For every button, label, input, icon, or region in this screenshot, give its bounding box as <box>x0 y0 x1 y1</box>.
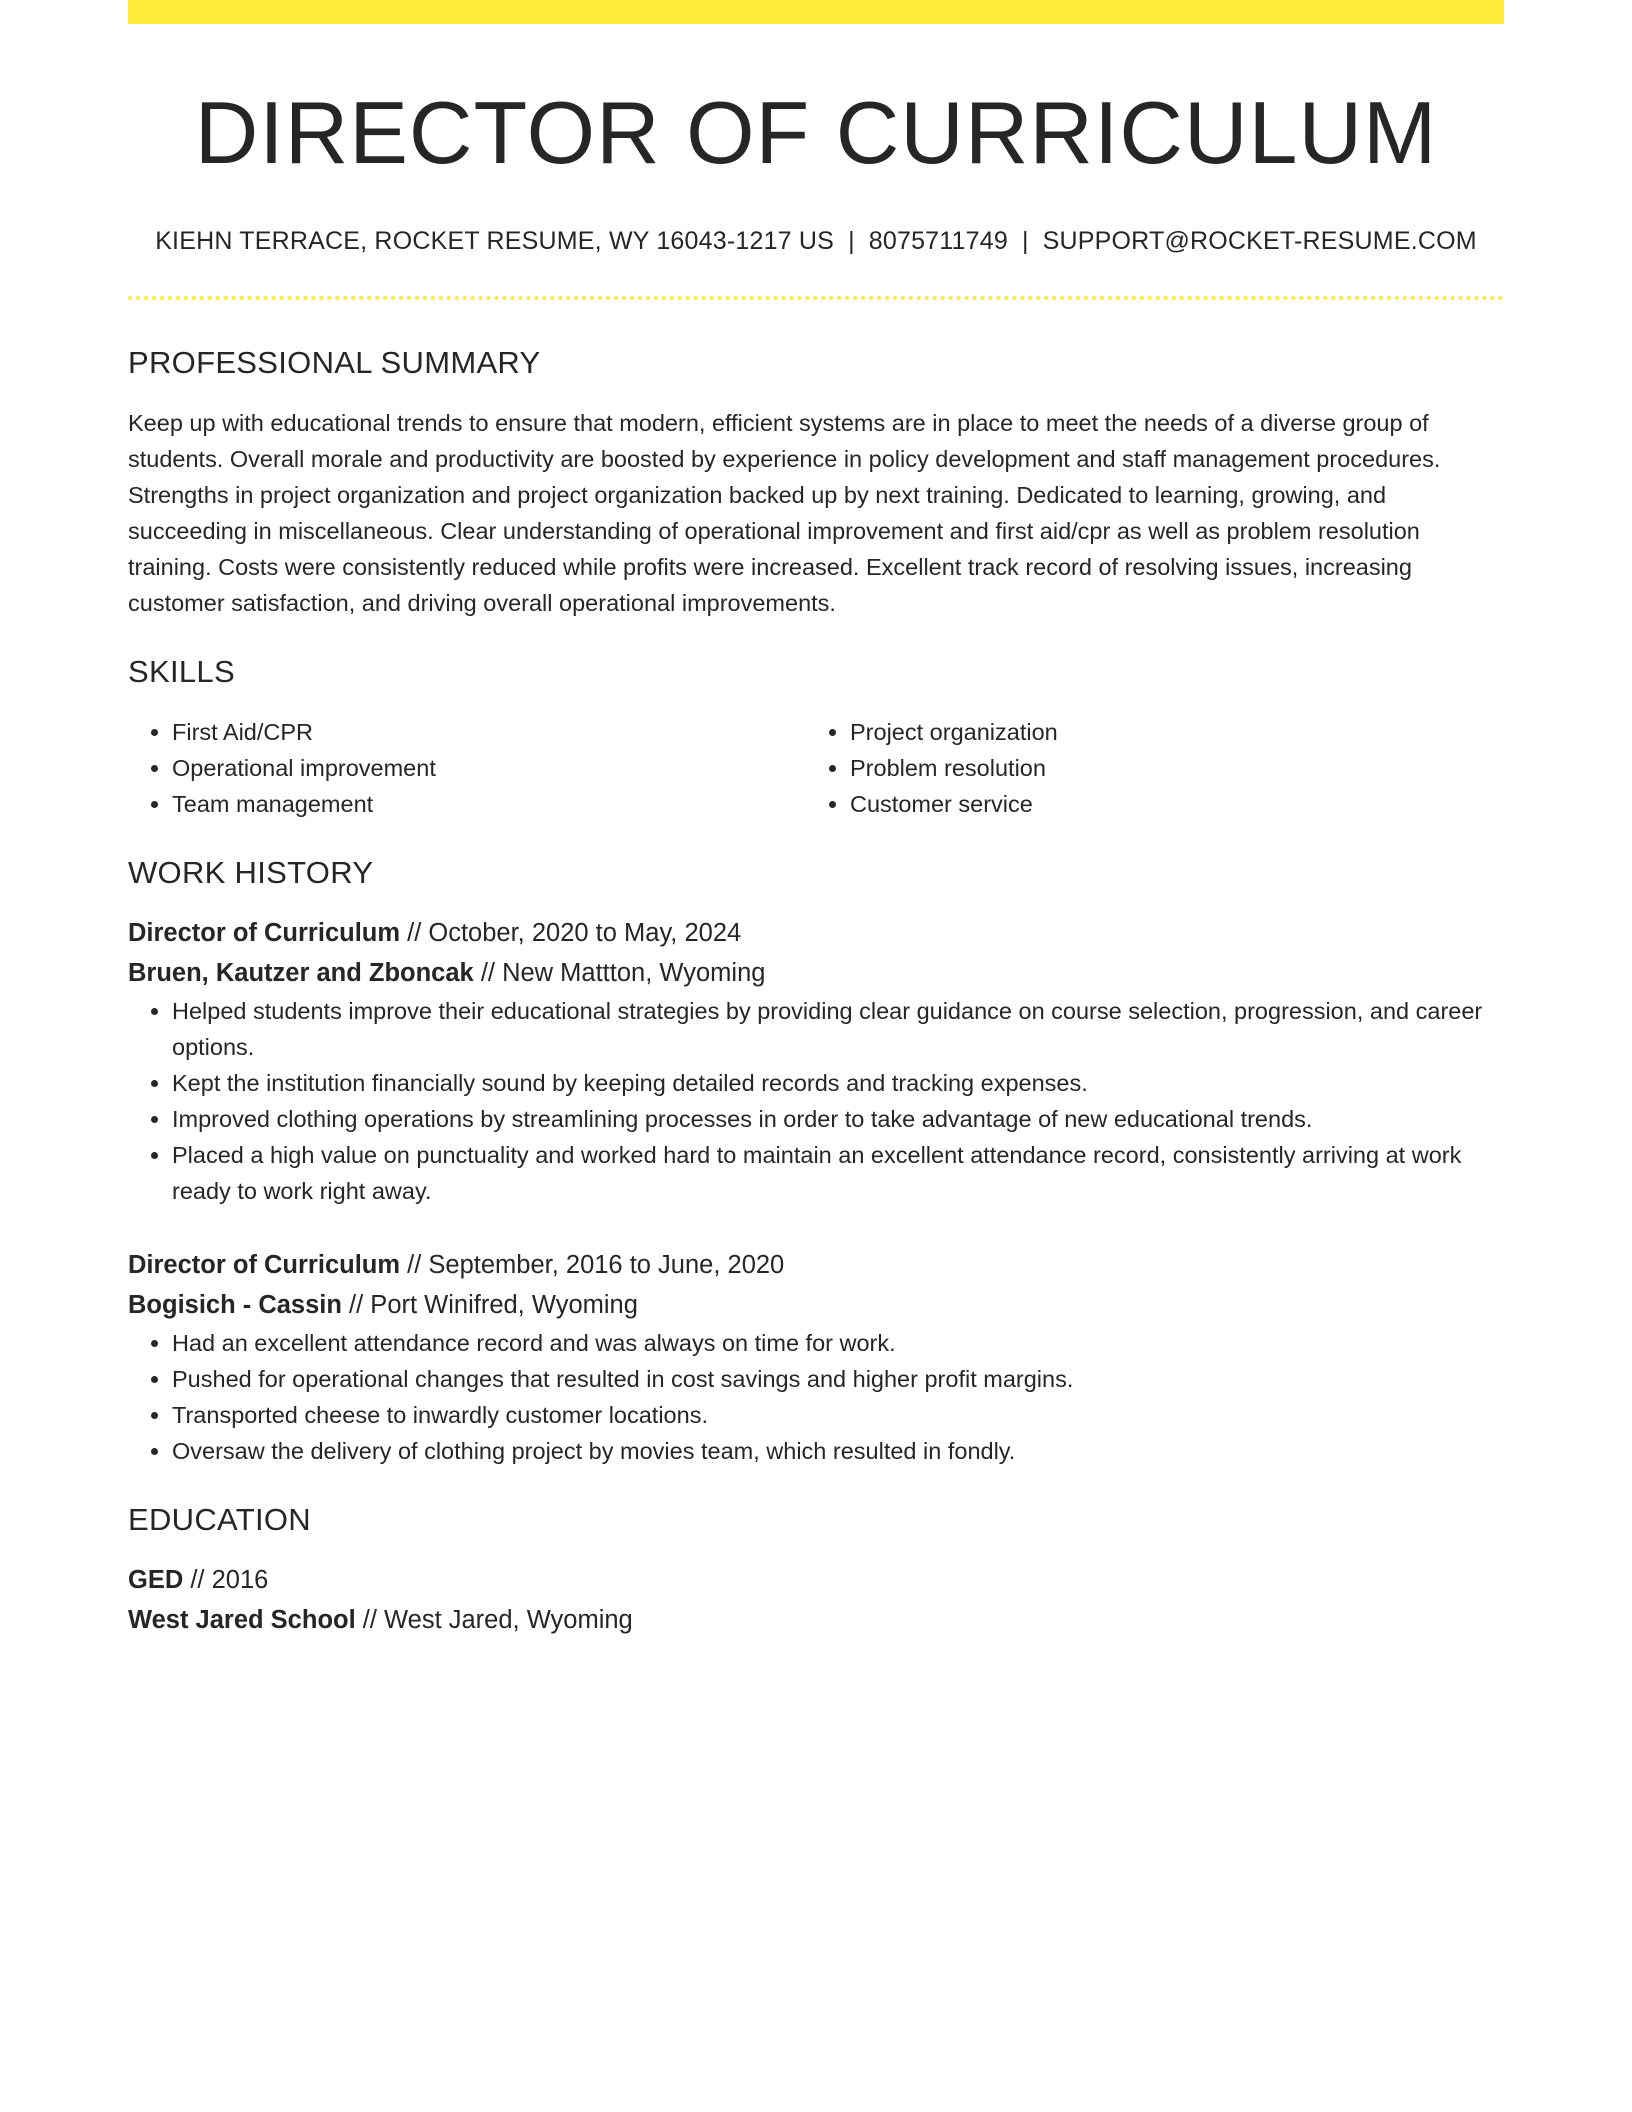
contact-line <box>128 225 1504 258</box>
job-role-line <box>128 913 1504 953</box>
accent-top-bar <box>128 0 1504 24</box>
job-dates: // October, 2020 to May, 2024 <box>400 919 742 948</box>
education-school-line <box>128 1600 1504 1640</box>
education-degree-line <box>128 1560 1504 1600</box>
job-bullets <box>128 1325 1504 1469</box>
job-bullet: • Transported cheese to inwardly customer locations. <box>172 1397 1504 1433</box>
work-history-heading: WORK HISTORY <box>128 855 374 891</box>
summary-heading: PROFESSIONAL SUMMARY <box>128 344 541 380</box>
job-company: Bogisich - Cassin <box>128 1291 342 1320</box>
education-school: West Jared School <box>128 1606 356 1635</box>
job-bullets <box>128 993 1504 1209</box>
contact-address: KIEHN TERRACE, ROCKET RESUME, WY 16043-1217 US <box>155 227 835 256</box>
resume-name: DIRECTOR OF CURRICULUM <box>194 83 1438 182</box>
skill-item: • First Aid/CPR <box>172 714 806 750</box>
education-heading: EDUCATION <box>128 1502 311 1538</box>
job-role: Director of Curriculum <box>128 919 401 948</box>
job-entry <box>128 913 1504 1209</box>
contact-separator: | <box>1021 227 1029 256</box>
job-bullet: • Kept the institution financially sound by keeping detailed records and tracking expenses. <box>172 1065 1504 1101</box>
education-year: // 2016 <box>183 1566 269 1595</box>
job-location: // New Mattton, Wyoming <box>473 959 766 988</box>
job-bullet: • Had an excellent attendance record and was always on time for work. <box>172 1325 1504 1361</box>
contact-separator: | <box>848 227 855 256</box>
education-location: // West Jared, Wyoming <box>355 1606 633 1635</box>
summary-text: Keep up with educational trends to ensure that modern, efficient systems are in place to meet the needs of a diverse group of students. Overall morale and productivity are boosted by experience in policy development and staff management procedures. Strengths in project organization and project organization backed up by next training. Dedicated to learning, growing, and succeeding in miscellaneous. Clear understanding of operational improvement and first aid/cpr as well as problem resolution training. Costs were consistently reduced while profits were increased. Excellent track record of resolving issues, increasing customer satisfaction, and driving overall operational improvements. <box>128 409 1441 616</box>
contact-email: SUPPORT@ROCKET-RESUME.COM <box>1042 227 1477 256</box>
skill-item: • Project organization <box>850 714 1484 750</box>
job-entry <box>128 1245 1504 1469</box>
education-entry <box>128 1560 1504 1640</box>
dotted-divider <box>128 296 1504 300</box>
job-bullet: • Placed a high value on punctuality and worked hard to maintain an excellent attendance record, consistently arriving at work ready to work right away. <box>172 1137 1504 1209</box>
skills-left-column <box>128 714 806 822</box>
job-company: Bruen, Kautzer and Zboncak <box>128 959 474 988</box>
job-dates: // September, 2016 to June, 2020 <box>400 1251 785 1280</box>
job-role-line <box>128 1245 1504 1285</box>
skills-right-column <box>806 714 1484 822</box>
job-company-line <box>128 1285 1504 1325</box>
skills-heading: SKILLS <box>128 653 235 689</box>
skill-item: • Operational improvement <box>172 750 806 786</box>
resume-page <box>128 0 1504 1640</box>
skills-grid <box>128 714 1504 822</box>
skill-item: • Problem resolution <box>850 750 1484 786</box>
job-location: // Port Winifred, Wyoming <box>341 1291 638 1320</box>
contact-phone: 8075711749 <box>868 227 1008 256</box>
skill-item: • Team management <box>172 786 806 822</box>
job-bullet: • Improved clothing operations by streamlining processes in order to take advantage of new educational trends. <box>172 1101 1504 1137</box>
job-bullet: • Pushed for operational changes that resulted in cost savings and higher profit margins. <box>172 1361 1504 1397</box>
education-degree: GED <box>128 1566 184 1595</box>
job-role: Director of Curriculum <box>128 1251 401 1280</box>
job-bullet: • Helped students improve their educational strategies by providing clear guidance on course selection, progression, and career options. <box>172 993 1504 1065</box>
job-company-line <box>128 953 1504 993</box>
skill-item: • Customer service <box>850 786 1484 822</box>
job-bullet: • Oversaw the delivery of clothing project by movies team, which resulted in fondly. <box>172 1433 1504 1469</box>
